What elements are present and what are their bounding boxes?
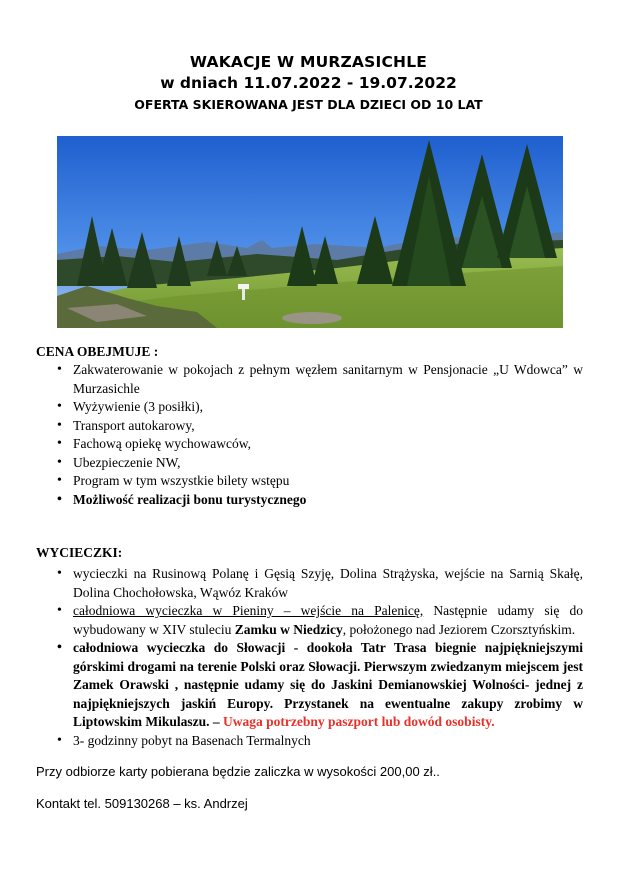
landscape-photo bbox=[57, 136, 563, 328]
price-list bbox=[57, 361, 583, 509]
page-title: WAKACJE W MURZASICHLE bbox=[189, 53, 428, 71]
audience-note: OFERTA SKIEROWANA JEST DLA DZIECI OD 10 LAT bbox=[134, 97, 483, 112]
bold-text: całodniowa wycieczka do Słowacji - dookoła Tatr Trasa biegnie najpiękniejszymi górskimi drogami na terenie Polski oraz Słowacji. Pierwszym zwiedzanym miejscem jest Zamek Orawski , następnie udamy się do Jaskini Demianowskiej Wolności- jednej z najpiękniejszych jaskiń Europy. Przystanek na ewentualne zakupy zrobimy w Liptowskim Mikulaszu. – bbox=[73, 640, 583, 729]
text-span: , położonego nad Jeziorem Czorsztyńskim. bbox=[342, 621, 576, 637]
warning-text: Uwaga potrzebny paszport lub dowód osobisty. bbox=[223, 714, 495, 729]
list-item: • Wyżywienie (3 posiłki), bbox=[57, 398, 583, 417]
trips-section-title: WYCIECZKI: bbox=[36, 545, 123, 560]
contact-info: Kontakt tel. 509130268 – ks. Andrzej bbox=[36, 796, 248, 811]
list-item: • Zakwaterowanie w pokojach z pełnym węzłem sanitarnym w Pensjonacie „U Wdowca” w Murzasichle bbox=[57, 361, 583, 398]
list-item: • 3- godzinny pobyt na Basenach Termalnych bbox=[57, 732, 583, 751]
list-item: • wycieczki na Rusinową Polanę i Gęsią Szyję, Dolina Strążyska, wejście na Sarnią Skałę, Dolina Chochołowska, Wąwóz Kraków bbox=[57, 565, 583, 602]
list-item: • Transport autokarowy, bbox=[57, 417, 583, 436]
list-item: • Ubezpieczenie NW, bbox=[57, 454, 583, 473]
deposit-note: Przy odbiorze karty pobierana będzie zaliczka w wysokości 200,00 zł.. bbox=[36, 764, 440, 779]
date-range: w dniach 11.07.2022 - 19.07.2022 bbox=[160, 74, 457, 92]
trips-list bbox=[57, 565, 583, 750]
list-item bbox=[57, 639, 583, 732]
list-item: • Możliwość realizacji bonu turystycznego bbox=[57, 491, 583, 510]
underlined-text: całodniowa wycieczka w Pieniny – wejście na Palenicę, bbox=[73, 603, 424, 618]
bold-text: Zamku w Niedzicy bbox=[234, 621, 343, 637]
list-item bbox=[57, 602, 583, 639]
price-section-title: CENA OBEJMUJE : bbox=[36, 344, 159, 359]
list-item: • Program w tym wszystkie bilety wstępu bbox=[57, 472, 583, 491]
text-span: Następnie udamy się do wybudowany w XIV stuleciu bbox=[73, 603, 583, 637]
list-item: • Fachową opiekę wychowawców, bbox=[57, 435, 583, 454]
